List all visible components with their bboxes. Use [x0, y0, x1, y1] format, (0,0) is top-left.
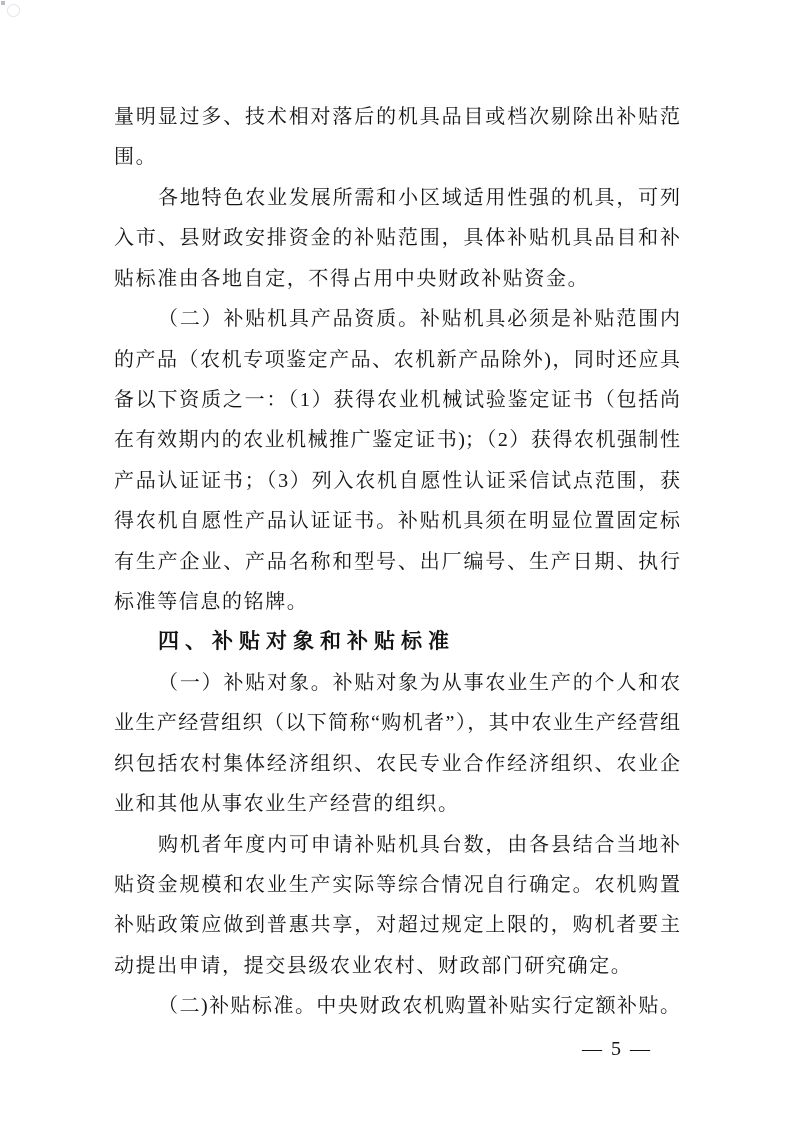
- text-line: （二）补贴机具产品资质。补贴机具必须是补贴范围内: [158, 308, 680, 331]
- text-line: 的产品（农机专项鉴定产品、农机新产品除外)，同时还应具: [114, 348, 680, 371]
- text-line: （一）补贴对象。补贴对象为从事农业生产的个人和农: [158, 671, 680, 694]
- text-line: 业和其他从事农业生产经营的组织。: [114, 793, 460, 816]
- page-number: — 5 —: [582, 1038, 652, 1060]
- text-line: 备以下资质之一：（1）获得农业机械试验鉴定证书（包括尚: [114, 388, 680, 411]
- text-line: 贴标准由各地自定，不得占用中央财政补贴资金。: [114, 267, 590, 290]
- text-line: 入市、县财政安排资金的补贴范围，具体补贴机具品目和补: [114, 227, 680, 250]
- text-line: 产品认证证书；（3）列入农机自愿性认证采信试点范围，获: [114, 469, 680, 492]
- text-line: 贴资金规模和农业生产实际等综合情况自行确定。农机购置: [114, 874, 680, 897]
- text-line: （二)补贴标准。中央财政农机购置补贴实行定额补贴。: [158, 995, 680, 1018]
- text-line: 补贴政策应做到普惠共享，对超过规定上限的，购机者要主: [114, 914, 680, 937]
- text-line: 标准等信息的铭牌。: [114, 591, 309, 614]
- text-line: 各地特色农业发展所需和小区域适用性强的机具，可列: [158, 186, 680, 209]
- text-line: 围。: [114, 146, 158, 169]
- text-line: 动提出申请，提交县级农业农村、财政部门研究确定。: [114, 954, 633, 977]
- text-line: 织包括农村集体经济组织、农民专业合作经济组织、农业企: [114, 752, 680, 775]
- text-line: 购机者年度内可申请补贴机具台数，由各县结合当地补: [158, 833, 680, 856]
- text-line: 得农机自愿性产品认证证书。补贴机具须在明显位置固定标: [114, 510, 680, 533]
- scan-artifact-icon: [1, 1, 5, 5]
- section-heading: 四、补贴对象和补贴标准: [158, 630, 455, 654]
- text-line: 在有效期内的农业机械推广鉴定证书)；（2）获得农机强制性: [114, 429, 680, 452]
- text-line: 业生产经营组织（以下简称“购机者”），其中农业生产经营组: [114, 712, 680, 735]
- document-body: [114, 97, 680, 1027]
- scan-artifact-circle-icon: [7, 4, 20, 17]
- text-line: 有生产企业、产品名称和型号、出厂编号、生产日期、执行: [114, 550, 680, 573]
- text-line: 量明显过多、技术相对落后的机具品目或档次剔除出补贴范: [114, 106, 680, 128]
